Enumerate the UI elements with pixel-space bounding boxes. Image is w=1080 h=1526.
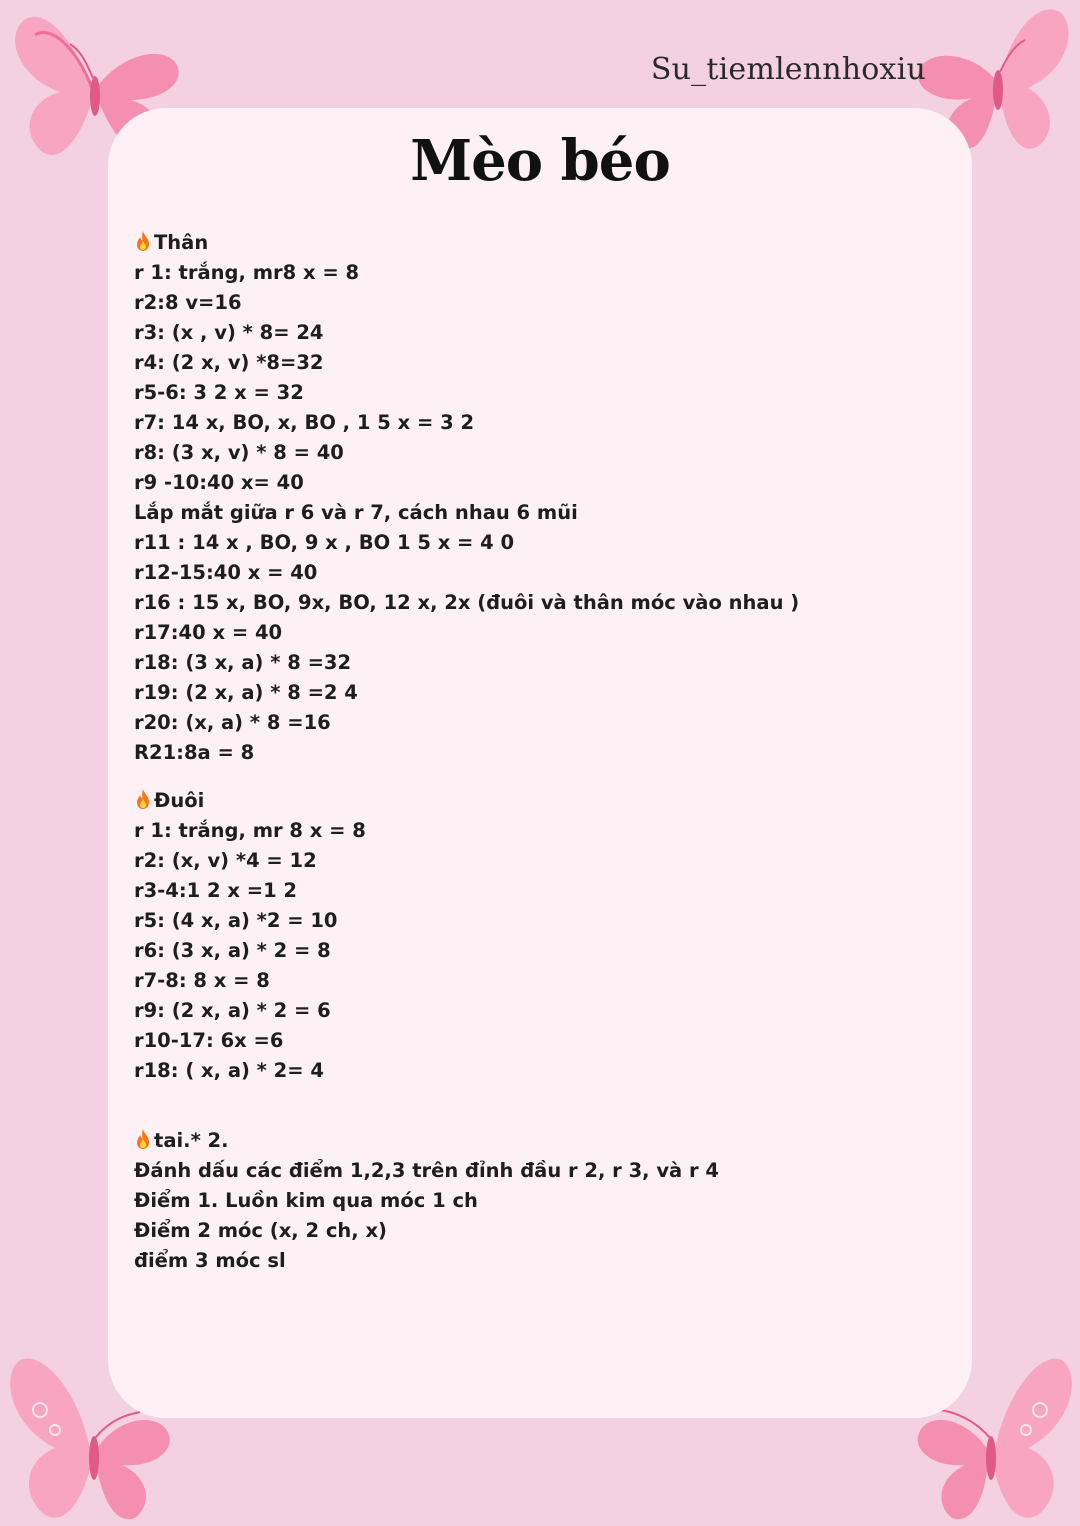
section-heading <box>134 1126 934 1156</box>
pattern-row: r7: 14 x, BO, x, BO , 1 5 x = 3 2 <box>134 411 475 434</box>
section-duoi <box>134 786 934 1086</box>
pattern-row: điểm 3 móc sl <box>134 1249 286 1272</box>
pattern-row: r5-6: 3 2 x = 32 <box>134 381 304 404</box>
pattern-row: r12-15:40 x = 40 <box>134 561 318 584</box>
section-tai <box>134 1126 934 1276</box>
pattern-row: Điểm 1. Luồn kim qua móc 1 ch <box>134 1189 478 1212</box>
section-lines <box>134 816 934 1086</box>
pattern-row: Lắp mắt giữa r 6 và r 7, cách nhau 6 mũi <box>134 501 578 524</box>
pattern-row: r3-4:1 2 x =1 2 <box>134 879 297 902</box>
pattern-row: r19: (2 x, a) * 8 =2 4 <box>134 681 358 704</box>
pattern-row: r9 -10:40 x= 40 <box>134 471 304 494</box>
pattern-row: r5: (4 x, a) *2 = 10 <box>134 909 338 932</box>
page-title: Mèo béo <box>410 128 670 194</box>
pattern-row: r3: (x , v) * 8= 24 <box>134 321 324 344</box>
fire-icon <box>134 1128 152 1150</box>
pattern-row: Đánh dấu các điểm 1,2,3 trên đỉnh đầu r 2, r 3, và r 4 <box>134 1159 719 1182</box>
pattern-row: r 1: trắng, mr8 x = 8 <box>134 261 360 284</box>
pattern-row: r2:8 v=16 <box>134 291 242 314</box>
pattern-row: r10-17: 6x =6 <box>134 1029 284 1052</box>
pattern-row: r4: (2 x, v) *8=32 <box>134 351 324 374</box>
fire-icon <box>134 788 152 810</box>
section-lines <box>134 258 934 768</box>
pattern-row: r8: (3 x, v) * 8 = 40 <box>134 441 344 464</box>
pattern-row: r18: ( x, a) * 2= 4 <box>134 1059 324 1082</box>
section-lines <box>134 1156 934 1276</box>
pattern-row: r 1: trắng, mr 8 x = 8 <box>134 819 366 842</box>
section-heading-text: Thân <box>154 231 209 254</box>
pattern-row: r7-8: 8 x = 8 <box>134 969 270 992</box>
pattern-row: r20: (x, a) * 8 =16 <box>134 711 331 734</box>
pattern-content <box>134 228 934 1276</box>
pattern-row: r17:40 x = 40 <box>134 621 283 644</box>
brand-name: Su_tiemlennhoxiu <box>650 52 926 87</box>
section-heading-text: Đuôi <box>154 789 205 812</box>
section-heading <box>134 228 934 258</box>
section-than <box>134 228 934 768</box>
pattern-row: r11 : 14 x , BO, 9 x , BO 1 5 x = 4 0 <box>134 531 515 554</box>
section-heading <box>134 786 934 816</box>
pattern-row: r6: (3 x, a) * 2 = 8 <box>134 939 331 962</box>
pattern-row: r9: (2 x, a) * 2 = 6 <box>134 999 331 1022</box>
pattern-row: r16 : 15 x, BO, 9x, BO, 12 x, 2x (đuôi và thân móc vào nhau ) <box>134 591 800 614</box>
pattern-row: r2: (x, v) *4 = 12 <box>134 849 317 872</box>
pattern-row: Điểm 2 móc (x, 2 ch, x) <box>134 1219 387 1242</box>
pattern-row: r18: (3 x, a) * 8 =32 <box>134 651 352 674</box>
section-heading-text: tai.* 2. <box>154 1129 229 1152</box>
fire-icon <box>134 230 152 252</box>
pattern-row: R21:8a = 8 <box>134 741 255 764</box>
